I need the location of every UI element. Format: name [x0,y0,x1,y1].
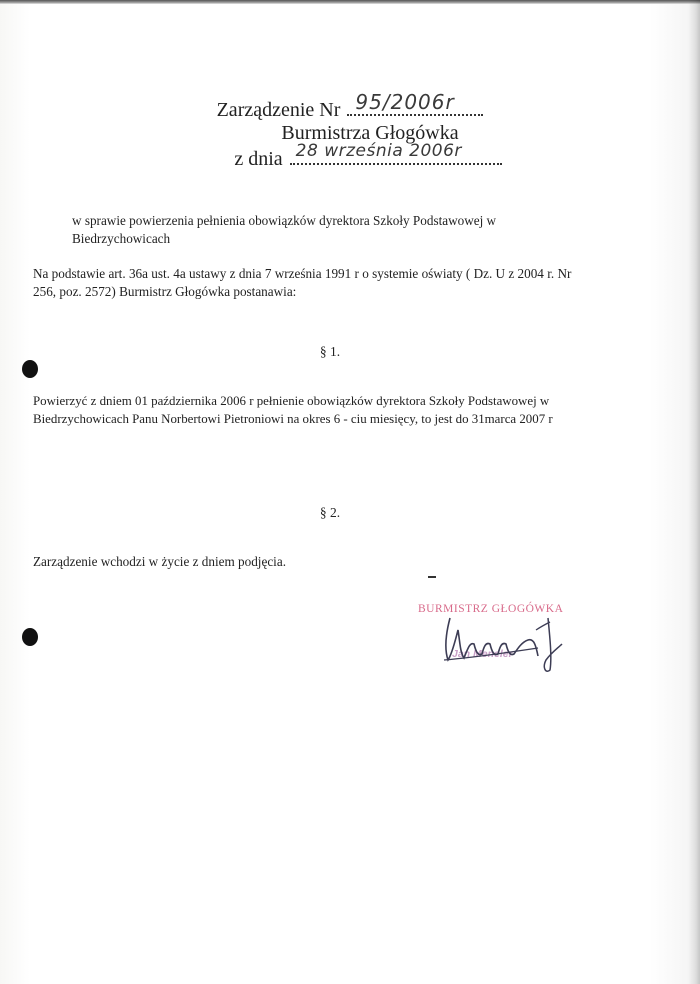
section-1-sign: § 1. [319,344,341,359]
order-number-field [347,90,483,116]
date-field [290,141,502,165]
section-2-line-1: Zarządzenie wchodzi w życie z dniem podjęcia. [33,554,286,569]
scan-mark [428,576,436,578]
order-number-label: Zarządzenie Nr [216,99,341,121]
punch-hole [22,360,38,378]
handwritten-date: 28 września 2006r [295,141,462,161]
date-label: z dnia [234,148,283,170]
date-line [0,141,700,171]
punch-hole [22,628,38,646]
mayor-stamp-title: BURMISTRZ GŁOGÓWKA [418,603,564,615]
subject-line-1: w sprawie powierzenia pełnienia obowiązków dyrektora Szkoły Podstawowej w [72,213,497,228]
section-1-line-1: Powierzyć z dniem 01 października 2006 r pełnienie obowiązków dyrektora Szkoły Podstawowej w [33,394,550,408]
issuer-line: Burmistrza Głogówka [281,122,459,144]
section-1-line-2: Biedrzychowicach Panu Norbertowi Pietroniowi na okres 6 - ciu miesięcy, to jest do 31marca 2007 r [33,412,553,426]
mayor-stamp-name: Jan Meneler [452,648,513,660]
handwritten-order-number: 95/2006r [355,90,455,114]
legal-basis-line-1: Na podstawie art. 36a ust. 4a ustawy z dnia 7 września 1991 r o systemie oświaty ( Dz. U z 2004 r. Nr [33,266,572,281]
handwritten-signature [438,608,578,678]
legal-basis-line-2: 256, poz. 2572) Burmistrz Głogówka postanawia: [33,284,297,299]
scan-top-edge [0,0,700,4]
section-2-sign: § 2. [319,505,341,520]
subject-line-2: Biedrzychowicach [72,231,171,246]
order-number-line [0,90,700,122]
